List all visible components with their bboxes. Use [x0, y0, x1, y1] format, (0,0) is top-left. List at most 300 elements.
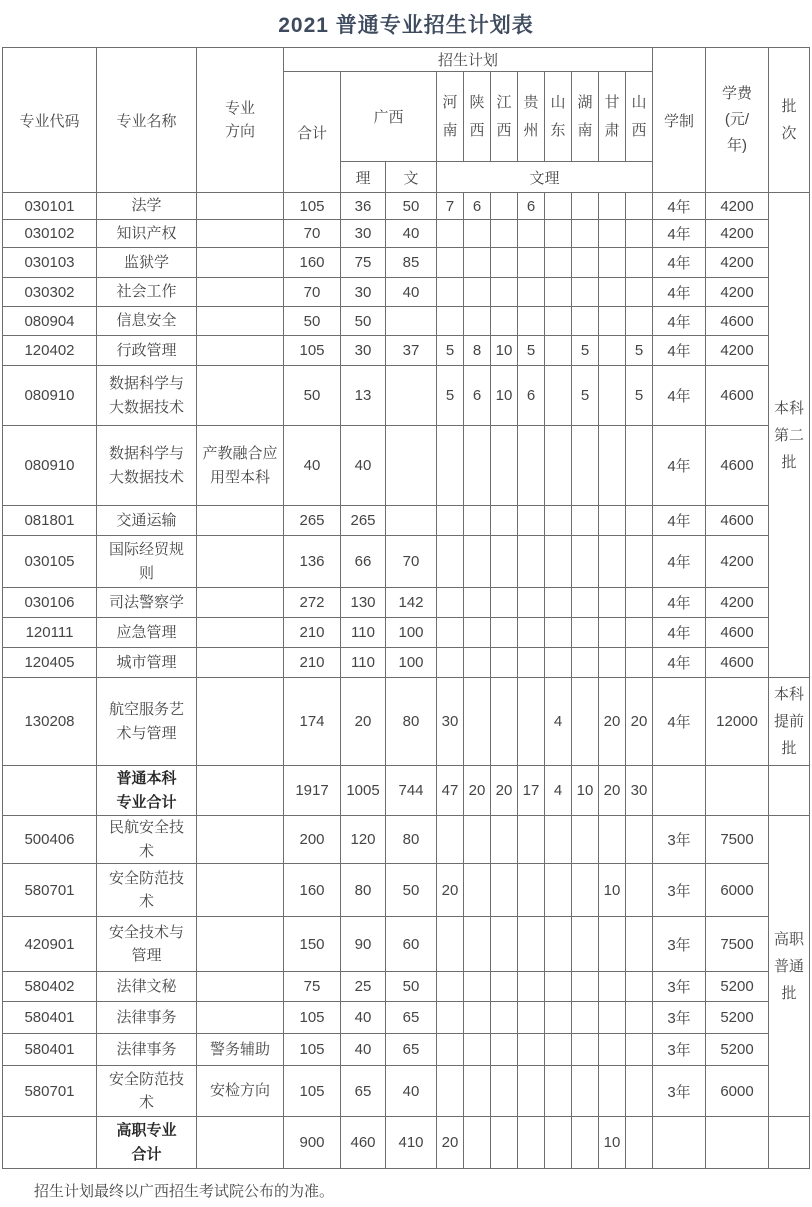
cell-province-plan — [545, 816, 572, 864]
cell-province-plan — [518, 588, 545, 618]
cell-total: 105 — [284, 336, 341, 366]
cell-province-plan — [572, 1117, 599, 1169]
cell-province-plan — [626, 648, 653, 678]
cell-years: 3年 — [653, 972, 706, 1002]
cell-major-direction — [197, 1034, 284, 1066]
cell-guangxi-science: 80 — [341, 864, 386, 917]
col-header-arts-science: 文理 — [437, 162, 653, 193]
cell-province-plan — [491, 426, 518, 506]
col-header-name: 专业名称 — [97, 48, 197, 193]
cell-province-plan — [572, 193, 599, 220]
cell-major-name-text: 信息安全 — [116, 312, 177, 330]
cell-total: 70 — [284, 220, 341, 248]
cell-province-plan — [437, 506, 464, 536]
table-row — [3, 220, 810, 248]
cell-province-plan: 5 — [437, 336, 464, 366]
cell-guangxi-science: 13 — [341, 366, 386, 426]
cell-major-direction — [197, 618, 284, 648]
cell-batch — [769, 678, 810, 766]
cell-province-plan — [464, 426, 491, 506]
cell-province-plan — [464, 506, 491, 536]
cell-years — [653, 766, 706, 816]
cell-province-plan — [626, 426, 653, 506]
cell-major-direction — [197, 864, 284, 917]
table-row — [3, 917, 810, 972]
cell-major-name — [97, 972, 197, 1002]
cell-guangxi-science: 110 — [341, 618, 386, 648]
cell-province-plan: 6 — [518, 366, 545, 426]
cell-fee: 6000 — [706, 864, 769, 917]
cell-province-plan — [572, 536, 599, 588]
cell-guangxi-science: 460 — [341, 1117, 386, 1169]
cell-province-plan — [572, 1002, 599, 1034]
cell-fee — [706, 766, 769, 816]
cell-major-name — [97, 220, 197, 248]
cell-major-direction — [197, 193, 284, 220]
cell-major-code: 080904 — [3, 307, 97, 336]
cell-years: 3年 — [653, 1002, 706, 1034]
cell-batch — [769, 193, 810, 678]
cell-fee: 5200 — [706, 1002, 769, 1034]
cell-guangxi-arts: 142 — [386, 588, 437, 618]
cell-major-direction — [197, 816, 284, 864]
cell-major-code: 080910 — [3, 426, 97, 506]
cell-province-plan — [518, 816, 545, 864]
cell-fee: 7500 — [706, 917, 769, 972]
cell-total: 160 — [284, 248, 341, 278]
cell-province-plan — [518, 1117, 545, 1169]
cell-guangxi-arts: 65 — [386, 1034, 437, 1066]
cell-province-plan — [599, 1002, 626, 1034]
cell-major-name — [97, 278, 197, 307]
table-row — [3, 1002, 810, 1034]
table-row — [3, 1066, 810, 1117]
cell-province-plan — [464, 917, 491, 972]
cell-province-plan — [464, 1002, 491, 1034]
cell-major-code: 120402 — [3, 336, 97, 366]
cell-total: 210 — [284, 618, 341, 648]
cell-province-plan — [626, 864, 653, 917]
cell-province-plan — [545, 648, 572, 678]
cell-fee: 4200 — [706, 278, 769, 307]
cell-province-plan: 20 — [599, 766, 626, 816]
cell-fee: 5200 — [706, 1034, 769, 1066]
cell-fee: 12000 — [706, 678, 769, 766]
cell-total: 40 — [284, 426, 341, 506]
cell-guangxi-science: 36 — [341, 193, 386, 220]
col-header-province-jiangxi: 江西 — [491, 72, 518, 162]
cell-years: 4年 — [653, 678, 706, 766]
cell-province-plan — [599, 972, 626, 1002]
cell-major-direction — [197, 917, 284, 972]
cell-province-plan — [545, 366, 572, 426]
cell-guangxi-science: 120 — [341, 816, 386, 864]
cell-province-plan — [518, 1066, 545, 1117]
cell-total: 900 — [284, 1117, 341, 1169]
enrollment-plan-table — [2, 47, 810, 1169]
cell-total: 105 — [284, 1034, 341, 1066]
cell-major-name-text: 司法警察学 — [108, 593, 184, 611]
cell-major-direction — [197, 307, 284, 336]
cell-province-plan — [599, 278, 626, 307]
cell-province-plan — [491, 648, 518, 678]
cell-total: 1917 — [284, 766, 341, 816]
cell-province-plan — [599, 248, 626, 278]
cell-province-plan — [599, 336, 626, 366]
cell-province-plan — [572, 618, 599, 648]
cell-major-direction — [197, 426, 284, 506]
cell-province-plan — [626, 816, 653, 864]
cell-guangxi-science: 75 — [341, 248, 386, 278]
cell-province-plan — [464, 1034, 491, 1066]
cell-major-name-text: 航空服务艺术与管理 — [108, 701, 184, 742]
cell-province-plan — [464, 307, 491, 336]
cell-major-code: 081801 — [3, 506, 97, 536]
cell-major-direction-text: 安检方向 — [209, 1082, 270, 1100]
page-title: 2021 普通专业招生计划表 — [278, 14, 534, 37]
cell-major-direction — [197, 1117, 284, 1169]
cell-province-plan: 5 — [572, 336, 599, 366]
cell-province-plan — [599, 648, 626, 678]
cell-province-plan — [491, 816, 518, 864]
cell-province-plan — [599, 588, 626, 618]
cell-guangxi-arts: 85 — [386, 248, 437, 278]
cell-major-code: 030101 — [3, 193, 97, 220]
cell-major-code: 580401 — [3, 1034, 97, 1066]
cell-guangxi-science: 90 — [341, 917, 386, 972]
cell-years: 4年 — [653, 506, 706, 536]
table-row — [3, 278, 810, 307]
cell-province-plan — [626, 917, 653, 972]
cell-total: 200 — [284, 816, 341, 864]
cell-province-plan — [545, 426, 572, 506]
cell-province-plan — [464, 536, 491, 588]
cell-province-plan: 10 — [491, 366, 518, 426]
cell-province-plan — [437, 648, 464, 678]
cell-batch — [769, 766, 810, 816]
cell-province-plan — [599, 366, 626, 426]
cell-province-plan — [545, 336, 572, 366]
cell-province-plan — [599, 618, 626, 648]
cell-province-plan — [626, 506, 653, 536]
cell-province-plan: 5 — [572, 366, 599, 426]
cell-province-plan: 6 — [518, 193, 545, 220]
cell-major-name-text: 社会工作 — [116, 283, 177, 301]
cell-guangxi-arts: 40 — [386, 220, 437, 248]
cell-province-plan — [626, 618, 653, 648]
cell-province-plan — [572, 972, 599, 1002]
cell-years: 3年 — [653, 1066, 706, 1117]
table-body — [3, 193, 810, 1169]
cell-guangxi-arts — [386, 426, 437, 506]
cell-province-plan — [464, 972, 491, 1002]
cell-province-plan — [572, 307, 599, 336]
cell-fee: 4600 — [706, 506, 769, 536]
cell-total: 70 — [284, 278, 341, 307]
cell-major-name-text: 监狱学 — [123, 253, 169, 271]
cell-guangxi-arts: 65 — [386, 1002, 437, 1034]
cell-years: 4年 — [653, 220, 706, 248]
cell-province-plan — [491, 193, 518, 220]
cell-province-plan — [626, 1066, 653, 1117]
cell-major-name — [97, 648, 197, 678]
cell-total: 210 — [284, 648, 341, 678]
cell-major-name-text: 法律事务 — [116, 1008, 177, 1026]
table-header — [3, 48, 810, 193]
cell-province-plan — [572, 678, 599, 766]
cell-fee: 4200 — [706, 193, 769, 220]
cell-major-name — [97, 336, 197, 366]
batch-label: 本科第二批 — [773, 399, 804, 471]
col-header-direction-text: 专业方向 — [224, 99, 255, 140]
cell-province-plan — [599, 220, 626, 248]
cell-fee: 7500 — [706, 816, 769, 864]
cell-guangxi-science: 40 — [341, 1034, 386, 1066]
col-header-batch-text: 批次 — [781, 98, 797, 142]
cell-province-plan — [545, 972, 572, 1002]
cell-guangxi-arts: 80 — [386, 678, 437, 766]
cell-years: 4年 — [653, 336, 706, 366]
cell-guangxi-arts — [386, 307, 437, 336]
cell-province-plan — [464, 220, 491, 248]
cell-fee: 4600 — [706, 648, 769, 678]
cell-major-code: 120405 — [3, 648, 97, 678]
cell-major-direction — [197, 536, 284, 588]
cell-province-plan — [572, 864, 599, 917]
cell-fee: 4600 — [706, 618, 769, 648]
cell-major-name-text: 数据科学与大数据技术 — [108, 445, 184, 486]
cell-province-plan — [464, 816, 491, 864]
cell-province-plan: 20 — [626, 678, 653, 766]
cell-major-code: 030103 — [3, 248, 97, 278]
cell-province-plan: 20 — [437, 864, 464, 917]
cell-major-direction — [197, 278, 284, 307]
cell-province-plan: 10 — [572, 766, 599, 816]
table-row — [3, 678, 810, 766]
cell-total: 136 — [284, 536, 341, 588]
cell-province-plan: 10 — [599, 864, 626, 917]
cell-major-direction — [197, 248, 284, 278]
cell-province-plan — [572, 648, 599, 678]
cell-province-plan: 6 — [464, 193, 491, 220]
cell-major-name — [97, 1117, 197, 1169]
table-row — [3, 248, 810, 278]
cell-guangxi-arts: 50 — [386, 864, 437, 917]
cell-guangxi-arts: 60 — [386, 917, 437, 972]
cell-province-plan — [518, 678, 545, 766]
cell-province-plan — [437, 307, 464, 336]
cell-province-plan — [437, 278, 464, 307]
cell-province-plan — [626, 220, 653, 248]
cell-guangxi-arts: 50 — [386, 972, 437, 1002]
table-row — [3, 506, 810, 536]
cell-major-code: 580402 — [3, 972, 97, 1002]
cell-province-plan — [545, 193, 572, 220]
cell-total: 105 — [284, 193, 341, 220]
cell-province-plan — [599, 1066, 626, 1117]
cell-guangxi-arts: 40 — [386, 278, 437, 307]
cell-guangxi-science: 66 — [341, 536, 386, 588]
cell-major-direction — [197, 648, 284, 678]
cell-guangxi-science: 30 — [341, 220, 386, 248]
cell-guangxi-arts: 80 — [386, 816, 437, 864]
table-row — [3, 1034, 810, 1066]
cell-guangxi-science: 50 — [341, 307, 386, 336]
cell-years: 4年 — [653, 648, 706, 678]
cell-province-plan — [599, 307, 626, 336]
table-row — [3, 864, 810, 917]
cell-province-plan — [626, 1034, 653, 1066]
cell-province-plan — [518, 506, 545, 536]
cell-province-plan — [464, 678, 491, 766]
cell-guangxi-science: 30 — [341, 278, 386, 307]
cell-province-plan: 5 — [437, 366, 464, 426]
cell-province-plan — [518, 248, 545, 278]
table-row — [3, 648, 810, 678]
cell-major-name — [97, 864, 197, 917]
cell-major-name-text: 城市管理 — [116, 653, 177, 671]
cell-province-plan — [572, 248, 599, 278]
cell-province-plan — [491, 972, 518, 1002]
cell-province-plan — [437, 972, 464, 1002]
cell-province-plan — [545, 1002, 572, 1034]
cell-total: 105 — [284, 1002, 341, 1034]
cell-province-plan — [437, 618, 464, 648]
cell-province-plan — [491, 506, 518, 536]
col-header-science: 理 — [341, 162, 386, 193]
cell-province-plan: 5 — [626, 336, 653, 366]
cell-province-plan — [545, 1034, 572, 1066]
table-row — [3, 972, 810, 1002]
cell-province-plan — [518, 307, 545, 336]
cell-major-name — [97, 917, 197, 972]
col-header-plan-group: 招生计划 — [284, 48, 653, 72]
cell-fee: 4600 — [706, 307, 769, 336]
cell-province-plan: 47 — [437, 766, 464, 816]
cell-major-name-text: 普通本科专业合计 — [116, 770, 177, 811]
cell-province-plan — [626, 307, 653, 336]
cell-major-name-text: 安全防范技术 — [108, 1070, 184, 1111]
cell-guangxi-arts: 100 — [386, 648, 437, 678]
cell-province-plan: 17 — [518, 766, 545, 816]
cell-province-plan — [518, 648, 545, 678]
cell-province-plan: 20 — [464, 766, 491, 816]
cell-major-code: 580701 — [3, 1066, 97, 1117]
cell-fee: 4200 — [706, 248, 769, 278]
cell-major-direction — [197, 336, 284, 366]
cell-major-name-text: 安全技术与管理 — [108, 923, 184, 964]
col-header-fee-text: 学费(元/年) — [721, 84, 752, 155]
cell-guangxi-science: 40 — [341, 1002, 386, 1034]
cell-major-name-text: 数据科学与大数据技术 — [108, 375, 184, 416]
cell-province-plan — [437, 1066, 464, 1117]
cell-total: 50 — [284, 366, 341, 426]
cell-major-name — [97, 307, 197, 336]
cell-major-name-text: 应急管理 — [116, 623, 177, 641]
cell-major-name — [97, 366, 197, 426]
cell-major-name — [97, 536, 197, 588]
cell-major-direction — [197, 678, 284, 766]
total-row — [3, 766, 810, 816]
cell-major-direction — [197, 972, 284, 1002]
cell-province-plan: 10 — [599, 1117, 626, 1169]
total-row — [3, 1117, 810, 1169]
cell-fee: 4600 — [706, 366, 769, 426]
cell-province-plan — [518, 917, 545, 972]
cell-province-plan — [572, 506, 599, 536]
cell-province-plan: 5 — [626, 366, 653, 426]
footnote: 招生计划最终以广西招生考试院公布的为准。 — [34, 1183, 335, 1200]
cell-guangxi-science: 20 — [341, 678, 386, 766]
cell-province-plan — [491, 536, 518, 588]
cell-major-name — [97, 766, 197, 816]
cell-total: 265 — [284, 506, 341, 536]
cell-fee: 4200 — [706, 536, 769, 588]
cell-years: 4年 — [653, 248, 706, 278]
cell-major-name — [97, 506, 197, 536]
cell-major-code: 030106 — [3, 588, 97, 618]
cell-province-plan: 20 — [491, 766, 518, 816]
cell-major-code: 030105 — [3, 536, 97, 588]
cell-batch — [769, 1117, 810, 1169]
cell-province-plan: 4 — [545, 766, 572, 816]
cell-province-plan — [491, 1066, 518, 1117]
cell-major-code: 030102 — [3, 220, 97, 248]
cell-years: 3年 — [653, 816, 706, 864]
cell-major-code: 420901 — [3, 917, 97, 972]
cell-total: 150 — [284, 917, 341, 972]
cell-major-name-text: 安全防范技术 — [108, 869, 184, 910]
cell-province-plan — [572, 588, 599, 618]
cell-province-plan — [491, 307, 518, 336]
cell-guangxi-science: 30 — [341, 336, 386, 366]
cell-province-plan — [545, 917, 572, 972]
col-header-arts: 文 — [386, 162, 437, 193]
cell-guangxi-arts: 410 — [386, 1117, 437, 1169]
cell-fee: 4200 — [706, 336, 769, 366]
table-row — [3, 307, 810, 336]
cell-years: 4年 — [653, 426, 706, 506]
cell-major-direction — [197, 1002, 284, 1034]
table-row — [3, 588, 810, 618]
cell-province-plan — [572, 278, 599, 307]
cell-years: 4年 — [653, 193, 706, 220]
cell-major-name-text: 民航安全技术 — [108, 819, 184, 860]
cell-years: 3年 — [653, 1034, 706, 1066]
cell-province-plan — [545, 588, 572, 618]
col-header-province-guizhou: 贵州 — [518, 72, 545, 162]
cell-total: 105 — [284, 1066, 341, 1117]
cell-province-plan — [437, 220, 464, 248]
cell-province-plan: 10 — [491, 336, 518, 366]
cell-guangxi-arts — [386, 366, 437, 426]
cell-province-plan — [626, 536, 653, 588]
cell-province-plan — [518, 278, 545, 307]
cell-province-plan — [572, 220, 599, 248]
cell-province-plan — [599, 1034, 626, 1066]
table-row — [3, 336, 810, 366]
cell-guangxi-science: 40 — [341, 426, 386, 506]
cell-province-plan — [572, 816, 599, 864]
cell-province-plan — [626, 248, 653, 278]
cell-guangxi-science: 1005 — [341, 766, 386, 816]
cell-major-name — [97, 193, 197, 220]
cell-province-plan — [599, 426, 626, 506]
cell-guangxi-science: 25 — [341, 972, 386, 1002]
cell-province-plan: 5 — [518, 336, 545, 366]
cell-province-plan — [518, 1034, 545, 1066]
cell-total: 174 — [284, 678, 341, 766]
